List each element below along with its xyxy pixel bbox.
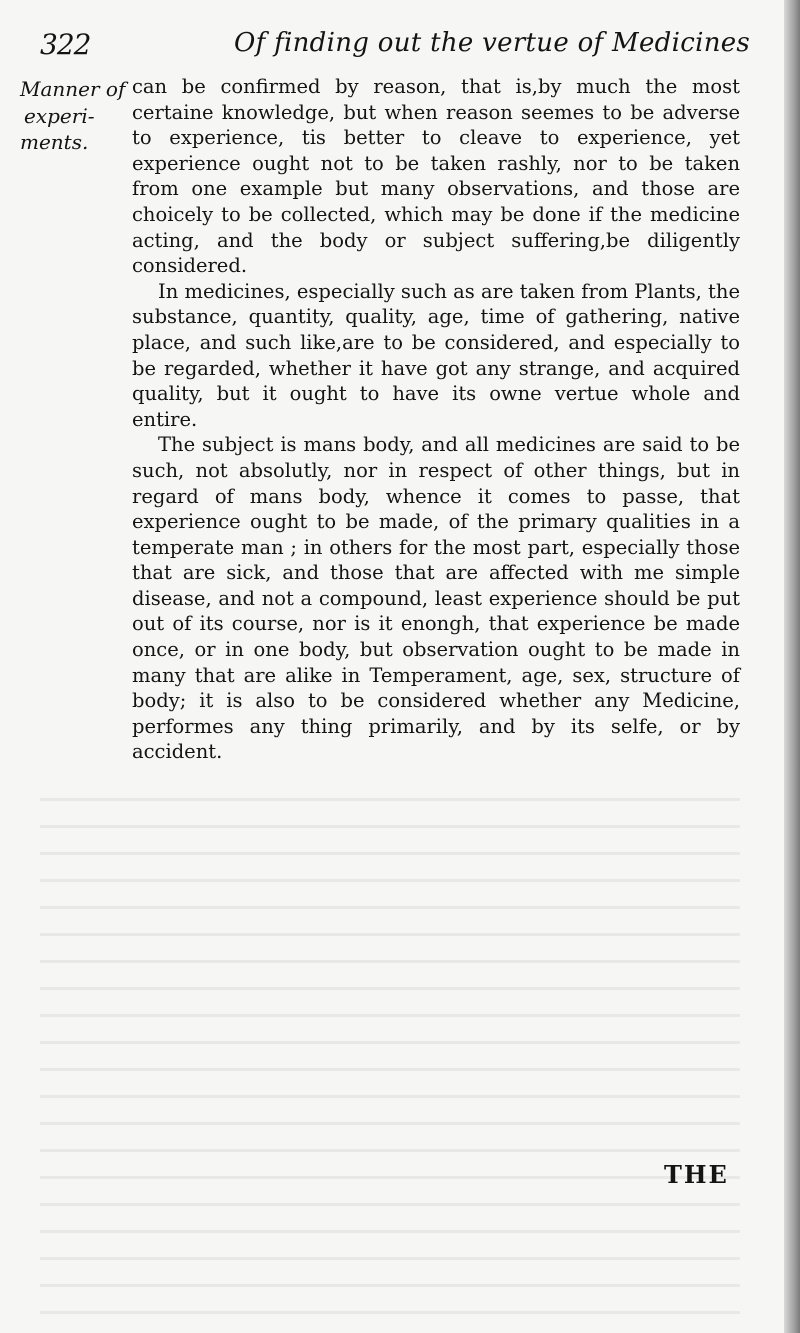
marginal-note (20, 76, 132, 156)
body-text (132, 74, 740, 765)
marginal-note-line: Manner of (20, 77, 126, 101)
marginal-note-line: experi- (24, 103, 95, 128)
running-title: Of finding out the vertue of Medicines (234, 28, 751, 58)
paragraph-2: In medicines, especially such as are taken from Plants, the substance, quantity, quality, age, time of gathering, native place, and such like,are to be considered, and especially to be regarded, whether it have got any strange, and acquired quality, but it ought to have its owne vertue whole and entire. (132, 279, 740, 431)
page-edge-shadow (784, 0, 800, 1333)
catchword: THE (664, 1160, 729, 1189)
marginal-note-line: ments. (20, 130, 89, 154)
show-through-texture (40, 780, 740, 1320)
paragraph-1: can be confirmed by reason, that is,by much the most certaine knowledge, but when reason seemes to be adverse to experience, tis better to cleave to experience, yet experience ought not to be taken rashly, nor to be taken from one example but many observations, and those are choicely to be collected, which may be done if the medicine acting, and the body or subject suffering,be diligently considered. (132, 75, 740, 278)
page-number: 322 (40, 28, 91, 61)
page-header (40, 22, 751, 72)
paragraph-3: The subject is mans body, and all medicines are said to be such, not absolutly, nor in respect of other things, but in regard of mans body, whence it comes to passe, that experience ought to be made, of the primary qualities in a temperate man ; in others for the most part, especially those that are sick, and those that are affected with me simple disease, and not a compound, least experience should be put out of its course, nor is it enongh, that experience be made once, or in one body, but observation ought to be made in many that are alike in Temperament, age, sex, structure of body; it is also to be considered whether any Medicine, performes any thing primarily, and by its selfe, or by accident. (132, 433, 740, 764)
